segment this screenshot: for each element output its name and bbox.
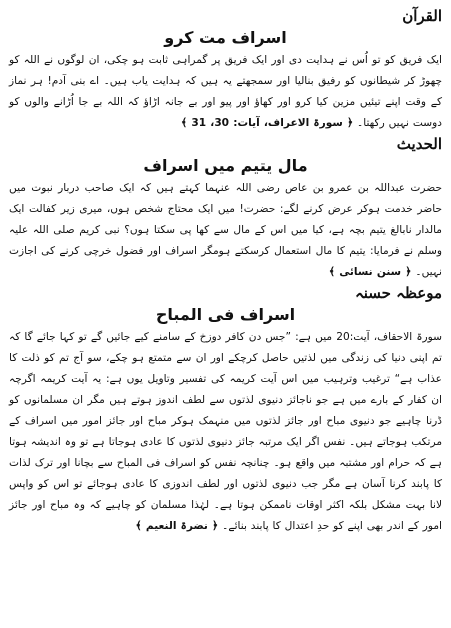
hadith-reference: ﴿ سنن نسائی ﴾	[328, 266, 412, 278]
section-label-quran: القرآن	[402, 7, 442, 25]
title-hadith: مال یتیم میں اسراف	[143, 156, 308, 175]
paragraph-mauiza	[9, 327, 442, 537]
paragraph-hadith	[9, 178, 442, 283]
section-label-hadith: الحدیث	[396, 135, 442, 153]
title-mauiza: اسراف فی المباح	[155, 305, 296, 324]
quran-body-text: ایک فریق کو تو اُس نے ہدایت دی اور ایک فریق پر گمراہی ثابت ہو چکی، ان لوگوں نے اللہ کو چھوڑ کر شیطانوں کو رفیق بنالیا اور سمجھتے یہ ہیں کہ ہدایت یاب ہیں۔ اے بنی آدم! ہر نماز کے وقت اپنے تیئیں مزین کیا کرو اور کھاؤ اور پیو اور بے جانہ اڑاؤ کہ اللہ بے جا اُڑانے والوں کو دوست نہیں رکھتا۔	[9, 54, 442, 129]
hadith-body-text: حضرت عبداللہ بن عمرو بن عاص رضی اللہ عنہما کہتے ہیں کہ ایک صاحب دربار نبوت میں حاضر خدمت ہوکر عرض کرنے لگے: حضرت! میں ایک محتاج شخص ہوں، میری زیر کفالت ایک مالدار نابالغ یتیم بچہ ہے، کیا میں اس کے مال سے کھا پی سکتا ہوں؟ نبی کریم صلی اللہ علیہ وسلم نے فرمایا: یتیم کا مال استعمال کرسکتے ہومگر اسراف اور فضول خرچی کرنے کی اجازت نہیں۔	[9, 182, 442, 278]
quran-reference: ﴿ سورۃ الاعراف، آیات: 30، 31 ﴾	[180, 117, 354, 129]
mauiza-body-text: سورۃ الاحقاف، آیت:20 میں ہے: ”جس دن کافر دوزخ کے سامنے کیے جائیں گے تو کہا جائے گا کہ تم اپنی دنیا کی زندگی میں لذتیں حاصل کرچکے اور ان سے متمتع ہو چکے، سو آج تم کو ذلت کا عذاب ہے“ ترغیب وترہیب میں اس آیت کریمہ کی تفسیر وتاویل یوں ہے: یہ آیت کریمہ اگرچہ ان کفار کے بارے میں ہے جو ناجائز دنیوی لذتوں سے لطف اندوز ہوتے ہیں مگر ان مسلمانوں کو ڈرنا چاہیے جو دنیوی مباح اور جائز لذتوں میں منہمک ہوکر مباح اور جائز امور میں اسراف کے مرتکب ہوجاتے ہیں۔ نفس اگر ایک مرتبہ جائز دنیوی لذتوں کا عادی ہوجاتا ہے تو وہ اندیشہ ہوتا ہے کہ حرام اور مشتبہ میں واقع ہو۔ چنانچہ نفس کو اسراف فی المباح سے بچانا اور ترک لذات کا پابند کرنا آسان ہے مگر جب دنیوی لذتوں اور لطف اندوزی کا عادی ہوجائے تو اس کو واپس لانا بہت مشکل بلکہ اکثر اوقات ناممکن ہوتا ہے۔ لہٰذا مسلمان کو چاہیے کہ وہ مباح اور جائز امور کے اندر بھی اپنے کو حدِ اعتدال کا پابند بنائے۔	[9, 331, 443, 532]
mauiza-reference: ﴿ نضرۃ النعیم ﴾	[135, 520, 219, 532]
paragraph-quran	[9, 50, 442, 134]
section-label-mauiza: موعظہ حسنہ	[354, 284, 442, 302]
title-quran: اسراف مت کرو	[164, 28, 287, 47]
